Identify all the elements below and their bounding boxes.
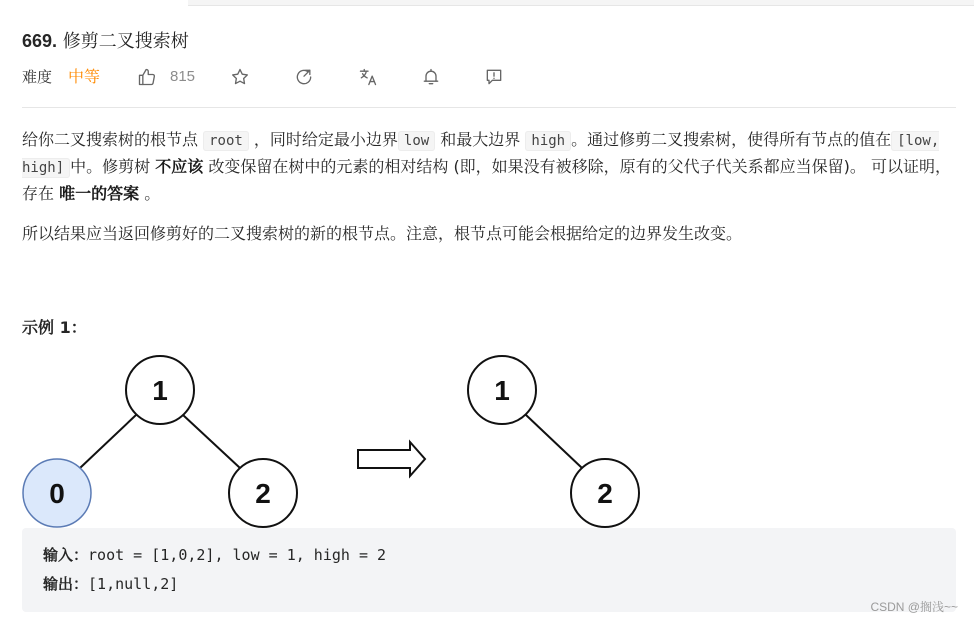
header-divider xyxy=(22,107,956,108)
translate-icon[interactable] xyxy=(357,66,379,88)
like-count: 815 xyxy=(170,68,196,85)
top-panel-edge xyxy=(188,0,974,6)
output-value: [1,null,2] xyxy=(88,575,179,593)
problem-title xyxy=(22,29,189,54)
after-right-label: 2 xyxy=(597,478,613,509)
after-root-label: 1 xyxy=(494,375,510,406)
star-icon[interactable] xyxy=(229,66,251,88)
problem-meta-bar xyxy=(22,64,562,90)
output-label: 输出： xyxy=(43,575,89,593)
before-left-label: 0 xyxy=(49,478,65,509)
problem-description xyxy=(22,127,962,261)
description-paragraph-1: 给你二叉搜索树的根节点 root ，同时给定最小边界 low 和最大边界 high 。通过修剪二叉搜索树，使得所有节点的值在 [low, high] 中。修剪树 不应该 改变保留在树中的元素的相对结构 (即，如果没有被移除，原有的父代子代关系都应当保留)。 可以证明，存在 唯一的答案 。 xyxy=(22,130,952,203)
description-paragraph-2: 所以结果应当返回修剪好的二叉搜索树的新的根节点。注意，根节点可能会根据给定的边界发生改变。 xyxy=(22,224,743,243)
before-right-label: 2 xyxy=(255,478,271,509)
example-heading: 示例 1： xyxy=(22,318,87,337)
code-low: low xyxy=(398,131,435,151)
input-value: root = [1,0,2], low = 1, high = 2 xyxy=(88,546,387,564)
watermark: CSDN @搁浅~~ xyxy=(870,600,958,614)
difficulty-badge: 中等 xyxy=(68,67,101,86)
difficulty-label: 难度 xyxy=(22,68,53,86)
share-icon[interactable] xyxy=(293,66,315,88)
input-label: 输入： xyxy=(43,546,89,564)
example-diagram xyxy=(0,350,974,530)
bell-icon[interactable] xyxy=(420,66,442,88)
problem-name: 修剪二叉搜索树 xyxy=(62,31,189,52)
edge-root-left xyxy=(80,415,136,468)
edge-after-root-right xyxy=(526,415,582,468)
right-arrow-icon xyxy=(358,442,425,476)
thumbs-up-icon[interactable] xyxy=(136,66,158,88)
before-root-label: 1 xyxy=(152,375,168,406)
bold-unique-answer: 唯一的答案 xyxy=(59,184,140,203)
code-root: root xyxy=(203,131,249,151)
feedback-icon[interactable] xyxy=(483,66,505,88)
example-output-line xyxy=(43,570,935,599)
edge-root-right xyxy=(183,415,240,468)
tree-diagram-svg xyxy=(0,350,974,530)
example-io-block xyxy=(22,528,956,612)
problem-number: 669. xyxy=(22,31,58,51)
code-range: [low, high] xyxy=(22,133,940,176)
code-high: high xyxy=(525,131,571,151)
example-input-line xyxy=(43,541,935,570)
bold-should-not: 不应该 xyxy=(155,157,204,176)
